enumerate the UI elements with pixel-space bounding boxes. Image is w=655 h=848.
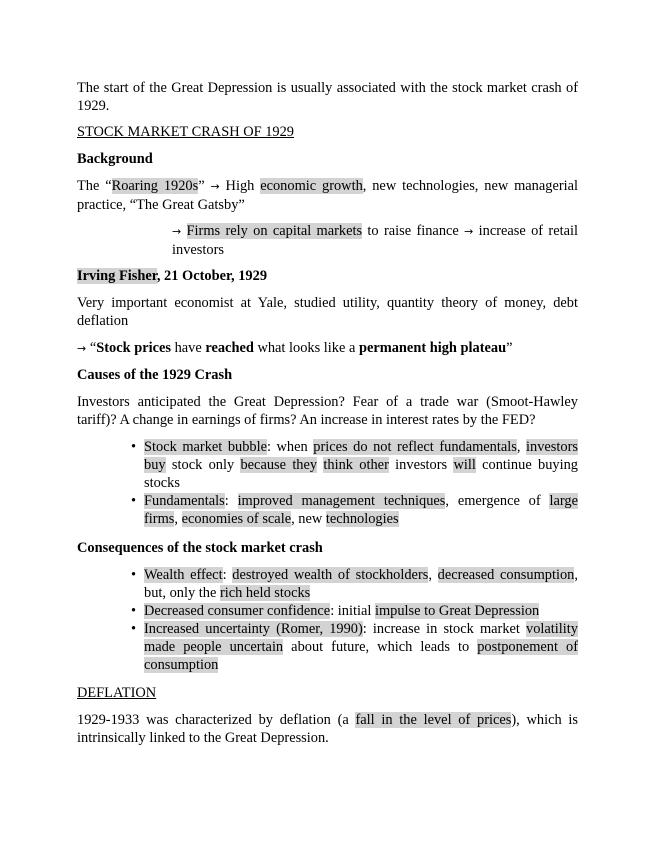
intro-text: The start of the Great Depression is usually associated with the stock market crash of 1929.	[77, 80, 578, 114]
text-run: , but, only the	[144, 567, 578, 601]
text-run: :	[222, 567, 233, 583]
highlight-run: Decreased consumer confidence	[144, 603, 331, 619]
list-item	[131, 492, 578, 528]
highlight-run: destroyed wealth of stockholders	[232, 567, 429, 583]
text-run: have	[170, 340, 206, 356]
highlight-run: investors buy	[144, 439, 578, 473]
highlight-roaring-1920s: Roaring 1920s	[111, 178, 199, 194]
list-item	[131, 602, 578, 620]
text-run: ), which is intrinsically linked to the Great Depression.	[77, 712, 578, 746]
text-run: ”	[506, 340, 513, 356]
highlight-run: Increased uncertainty (Romer, 1990)	[144, 621, 363, 637]
highlight-irving-fisher: Irving Fisher	[77, 268, 157, 284]
heading-text: Background	[77, 151, 153, 167]
list-item	[131, 438, 578, 492]
text-run: ,	[174, 511, 182, 527]
background-paragraph	[77, 177, 578, 214]
heading-text: STOCK MARKET CRASH OF 1929	[77, 124, 294, 140]
highlight-run: Stock market bubble	[144, 439, 267, 455]
causes-list	[131, 438, 578, 528]
heading-text: DEFLATION	[77, 685, 157, 701]
bold-run: permanent high plateau	[358, 340, 507, 356]
bullet-icon: •	[131, 567, 137, 583]
section-heading-deflation	[77, 684, 578, 702]
highlight-firms-rely: Firms rely on capital markets	[186, 223, 363, 239]
text-run: :	[224, 493, 238, 509]
highlight-run: impulse to Great Depression	[374, 603, 540, 619]
text-run: The “	[77, 178, 112, 194]
heading-consequences	[77, 539, 578, 557]
text-run: High	[219, 178, 261, 194]
bullet-icon: •	[131, 493, 137, 509]
bold-run: reached	[205, 340, 254, 356]
highlight-economic-growth: economic growth	[260, 178, 363, 194]
heading-text: Causes of the 1929 Crash	[77, 367, 233, 383]
background-indented-paragraph	[172, 222, 578, 259]
text-run: : initial	[330, 603, 375, 619]
text-run: what looks like a	[253, 340, 359, 356]
highlight-run: Wealth effect	[144, 567, 223, 583]
highlight-fall-in-prices: fall in the level of prices	[355, 712, 512, 728]
arrow-icon: →	[172, 225, 182, 238]
heading-date: , 21 October, 1929	[156, 268, 268, 284]
heading-causes	[77, 366, 578, 384]
text-run: continue buying stocks	[144, 457, 578, 491]
arrow-icon: →	[210, 180, 220, 193]
text-run: , new	[291, 511, 326, 527]
highlight-run: decreased consumption	[437, 567, 575, 583]
highlight-run: volatility made people uncertain	[144, 621, 578, 655]
section-heading-crash	[77, 123, 578, 141]
heading-background	[77, 150, 578, 168]
highlight-run: economies of scale	[181, 511, 292, 527]
text-run: “	[86, 340, 97, 356]
text-run: increase of retail investors	[172, 223, 578, 258]
intro-paragraph	[77, 79, 578, 115]
arrow-icon: →	[464, 225, 474, 238]
bullet-icon: •	[131, 621, 137, 637]
highlight-run: technologies	[325, 511, 399, 527]
text-run: ,	[516, 439, 527, 455]
highlight-run: prices do not reflect fundamentals	[313, 439, 517, 455]
text-run: : increase in stock market	[362, 621, 527, 637]
text-run: about future, which leads to	[283, 639, 478, 655]
highlight-run: large firms	[144, 493, 578, 527]
bullet-icon: •	[131, 439, 137, 455]
text-run: , new technologies, new managerial practice, “The Great Gatsby”	[77, 178, 579, 213]
text-run: to raise finance	[362, 223, 465, 239]
text-run: investors	[388, 457, 454, 473]
text-run: Investors anticipated the Great Depression? Fear of a trade war (Smoot-Hawley tariff)? A change in earnings of firms? An increase in interest rates by the FED?	[77, 394, 578, 428]
fisher-description	[77, 294, 578, 330]
consequences-list	[131, 566, 578, 674]
highlight-run: Fundamentals	[144, 493, 225, 509]
text-run: : when	[267, 439, 314, 455]
list-item	[131, 620, 578, 674]
heading-text: Consequences of the stock market crash	[77, 540, 323, 556]
text-run: ,	[428, 567, 438, 583]
deflation-paragraph	[77, 711, 578, 747]
fisher-quote	[77, 339, 578, 358]
text-run: ”	[198, 178, 211, 194]
text-run: Very important economist at Yale, studied utility, quantity theory of money, debt deflation	[77, 295, 578, 329]
text-run: , emergence of	[445, 493, 550, 509]
highlight-run: improved management techniques	[237, 493, 446, 509]
list-item	[131, 566, 578, 602]
causes-intro	[77, 393, 578, 429]
bold-run: Stock prices	[96, 340, 171, 356]
heading-irving-fisher	[77, 267, 578, 285]
text-run: stock only	[165, 457, 241, 473]
bullet-icon: •	[131, 603, 137, 619]
highlight-run: postponement of consumption	[144, 639, 578, 673]
highlight-run: think other	[323, 457, 389, 473]
highlight-run: rich held stocks	[219, 585, 311, 601]
highlight-run: because they	[240, 457, 318, 473]
highlight-run: will	[453, 457, 476, 473]
text-run: 1929-1933 was characterized by deflation (a	[77, 712, 356, 728]
arrow-icon: →	[77, 342, 87, 355]
